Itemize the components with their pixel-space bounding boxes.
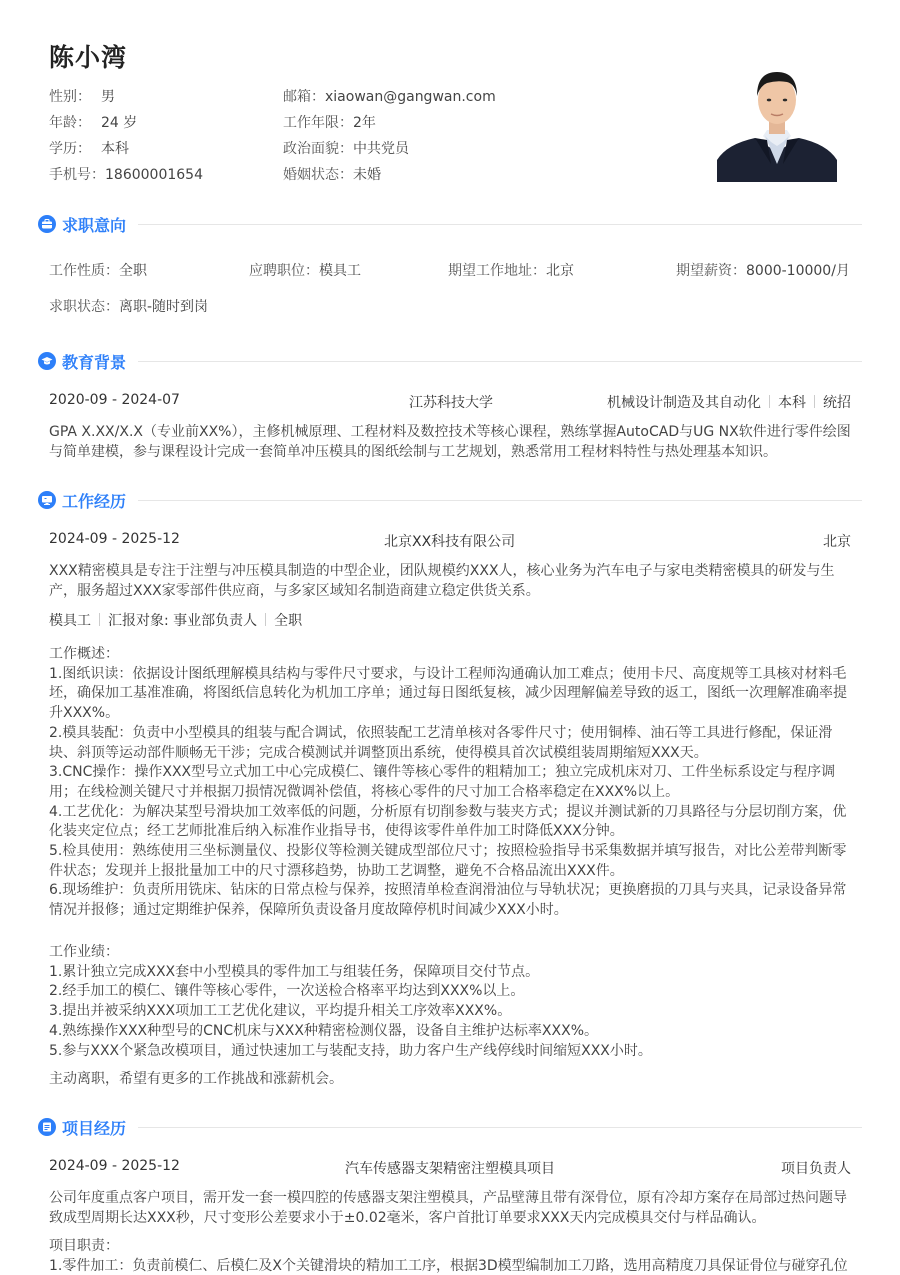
separator (265, 613, 266, 626)
age-field (49, 112, 137, 132)
work-role-line (49, 610, 851, 630)
overview-item: 6.现场维护：负责所用铣床、钻床的日常点检与保养，按照清单检查润滑油位与导轨状况；更换磨损的刀具与夹具，记录设备异常情况并报修；通过定期维护保养，保障所负责设备月度故障停机时间减少XXX小时。 (49, 882, 847, 919)
position-label: 应聘职位： (249, 263, 319, 279)
email-field (283, 86, 496, 106)
section-header-work (38, 489, 862, 511)
duty-item: 1.零件加工：负责前模仁、后模仁及X个关键滑块的精加工工序，根据3D模型编制加工刀路，选用高精度刀具保证骨位与碰穿孔位 (49, 1257, 848, 1274)
city-value: 北京 (546, 263, 574, 279)
major: 机械设计制造及其自动化 (607, 395, 761, 411)
marital-value: 未婚 (353, 167, 381, 183)
email-label: 邮箱： (283, 89, 325, 105)
overview-item: 2.模具装配：负责中小型模具的组装与配合调试，依照装配工艺清单核对各零件尺寸；使用铜棒、油石等工具进行修配，保证滑块、斜顶等运动部件顺畅无干涉；完成合模测试并调整顶出系统，使得模具首次试模组装周期缩短XXX天。 (49, 724, 833, 761)
project-role: 项目负责人 (781, 1161, 851, 1177)
job-type-label: 工作性质： (49, 263, 119, 279)
overview-item: 4.工艺优化：为解决某型号滑块加工效率低的问题，分析原有切削参数与装夹方式；提议并测试新的刀具路径与分层切削方案，优化装夹定位点；经工艺师批准后纳入标准作业指导书，使得该零件单件加工时降低XXX分钟。 (49, 803, 847, 840)
years-field (283, 112, 376, 132)
achievement-item: 3.提出并被采纳XXX项加工工艺优化建议，平均提升相关工序效率XXX%。 (49, 1003, 512, 1020)
project-description: 公司年度重点客户项目，需开发一套一模四腔的传感器支架注塑模具，产品壁薄且带有深骨位，原有冷却方案存在局部过热问题导致成型周期长达XXX秒，尺寸变形公差要求小于±0.02毫米，客户首批订单要求XXX天内完成模具交付与样品确认。 (49, 1190, 847, 1226)
section-title-intent: 求职意向 (62, 215, 127, 235)
briefcase-icon (38, 215, 56, 233)
project-period: 2024-09 - 2025-12 (49, 1158, 180, 1174)
politics-field (283, 138, 409, 158)
duty-title: 项目职责： (49, 1238, 119, 1254)
city-label: 期望工作地址： (448, 263, 546, 279)
education-details (607, 392, 851, 412)
company-description: XXX精密模具是专注于注塑与冲压模具制造的中型企业，团队规模约XXX人，核心业务为汽车电子与家电类精密模具的研发与生产，服务超过XXX家零部件供应商，与多家区域知名制造商建立稳定供货关系。 (49, 563, 835, 599)
project-entry-header (49, 1158, 851, 1177)
politics-value: 中共党员 (353, 141, 409, 157)
section-title-project: 项目经历 (62, 1118, 127, 1138)
position-value: 模具工 (319, 263, 361, 279)
education-entry-header (49, 392, 851, 411)
achievement-item: 1.累计独立完成XXX套中小型模具的零件加工与组装任务，保障项目交付节点。 (49, 963, 540, 980)
education-label: 学历： (49, 141, 91, 157)
company-name: 北京XX科技有限公司 (384, 534, 516, 550)
education-period: 2020-09 - 2024-07 (49, 392, 180, 408)
phone-value[interactable]: 18600001654 (105, 167, 203, 183)
email-value[interactable]: xiaowan@gangwan.com (325, 89, 496, 105)
age-value: 24 岁 (101, 115, 138, 131)
section-header-intent (38, 213, 862, 235)
degree: 本科 (778, 395, 806, 411)
job-status-value: 离职-随时到岗 (119, 299, 209, 315)
separator (99, 613, 100, 626)
achievement-item: 4.熟练操作XXX种型号的CNC机床与XXX种精密检测仪器，设备自主维护达标率XXX%。 (49, 1022, 598, 1039)
separator (814, 395, 815, 408)
marital-label: 婚姻状态： (283, 167, 353, 183)
section-divider (138, 361, 862, 362)
education-field (49, 138, 129, 158)
overview-item: 5.检具使用：熟练使用三坐标测量仪、投影仪等检测关键成型部位尺寸；按照检验指导书采集数据并填写报告，对比公差带判断零件状态；发现并上报批量加工中的尺寸漂移趋势，协助工艺调整，避免不合格品流出XXX件。 (49, 843, 847, 879)
job-status-label: 求职状态： (49, 299, 119, 315)
work-achievements (49, 943, 854, 1061)
graduation-cap-icon (38, 352, 56, 370)
monitor-icon (38, 491, 56, 509)
school-name: 江苏科技大学 (409, 395, 493, 411)
document-icon (38, 1118, 56, 1136)
job-type-value: 全职 (119, 263, 147, 279)
work-role: 模具工 (49, 613, 91, 629)
gender-value: 男 (101, 89, 115, 105)
city-field (448, 260, 574, 280)
phone-field (49, 164, 203, 184)
education-description: GPA X.XX/X.X（专业前XX%），主修机械原理、工程材料及数控技术等核心课程，熟练掌握AutoCAD与UG NX软件进行零件绘图与简单建模，参与课程设计完成一套简单冲压模具的图纸绘制与工艺规划，熟悉常用工程材料特性与热处理基本知识。 (49, 424, 851, 460)
section-title-work: 工作经历 (62, 491, 127, 511)
politics-label: 政治面貌： (283, 141, 353, 157)
section-header-project (38, 1116, 862, 1138)
project-name: 汽车传感器支架精密注塑模具项目 (345, 1161, 555, 1177)
phone-label: 手机号： (49, 167, 105, 183)
overview-item: 1.图纸识读：依据设计图纸理解模具结构与零件尺寸要求，与设计工程师沟通确认加工难点；使用卡尺、高度规等工具核对材料毛坯，确保加工基准准确，将图纸信息转化为机加工序单；通过每日图纸复核，减少因理解偏差导致的返工，图纸一次理解准确率提升XXX%。 (49, 665, 847, 722)
position-field (249, 260, 361, 280)
overview-title: 工作概述： (49, 646, 119, 662)
enrollment-type: 统招 (823, 395, 851, 411)
achievement-title: 工作业绩： (49, 944, 119, 960)
leave-reason: 主动离职，希望有更多的工作挑战和涨薪机会。 (49, 1071, 343, 1087)
section-divider (138, 1127, 862, 1128)
section-header-education (38, 350, 862, 372)
work-overview (49, 645, 854, 921)
candidate-name: 陈小湾 (49, 43, 128, 72)
job-status-field (49, 296, 208, 316)
work-report-to: 汇报对象: 事业部负责人 (108, 613, 258, 629)
overview-item: 3.CNC操作：操作XXX型号立式加工中心完成模仁、镶件等核心零件的粗精加工；独立完成机床对刀、工件坐标系设定与程序调用；在线检测关键尺寸并根据刀损情况微调补偿值，将核心零件的尺寸加工合格率稳定在XXX%以上。 (49, 764, 836, 800)
work-period: 2024-09 - 2025-12 (49, 531, 180, 547)
job-type-field (49, 260, 147, 280)
work-entry-header (49, 531, 851, 550)
marital-field (283, 164, 381, 184)
age-label: 年龄： (49, 115, 91, 131)
years-value: 2年 (353, 115, 376, 131)
achievement-item: 5.参与XXX个紧急改模项目，通过快速加工与装配支持，助力客户生产线停线时间缩短XXX小时。 (49, 1042, 652, 1059)
achievement-item: 2.经手加工的模仁、镶件等核心零件，一次送检合格率平均达到XXX%以上。 (49, 983, 525, 1000)
education-value: 本科 (101, 141, 129, 157)
gender-label: 性别： (49, 89, 91, 105)
work-location: 北京 (823, 534, 851, 550)
separator (769, 395, 770, 408)
profile-photo (717, 52, 837, 182)
section-title-education: 教育背景 (62, 352, 127, 372)
salary-value: 8000-10000/月 (746, 263, 850, 279)
salary-field (676, 260, 850, 280)
gender-field (49, 86, 115, 106)
section-divider (138, 500, 862, 501)
section-divider (138, 224, 862, 225)
project-duties (49, 1237, 854, 1275)
work-job-type: 全职 (274, 613, 303, 629)
salary-label: 期望薪资： (676, 263, 746, 279)
years-label: 工作年限： (283, 115, 353, 131)
